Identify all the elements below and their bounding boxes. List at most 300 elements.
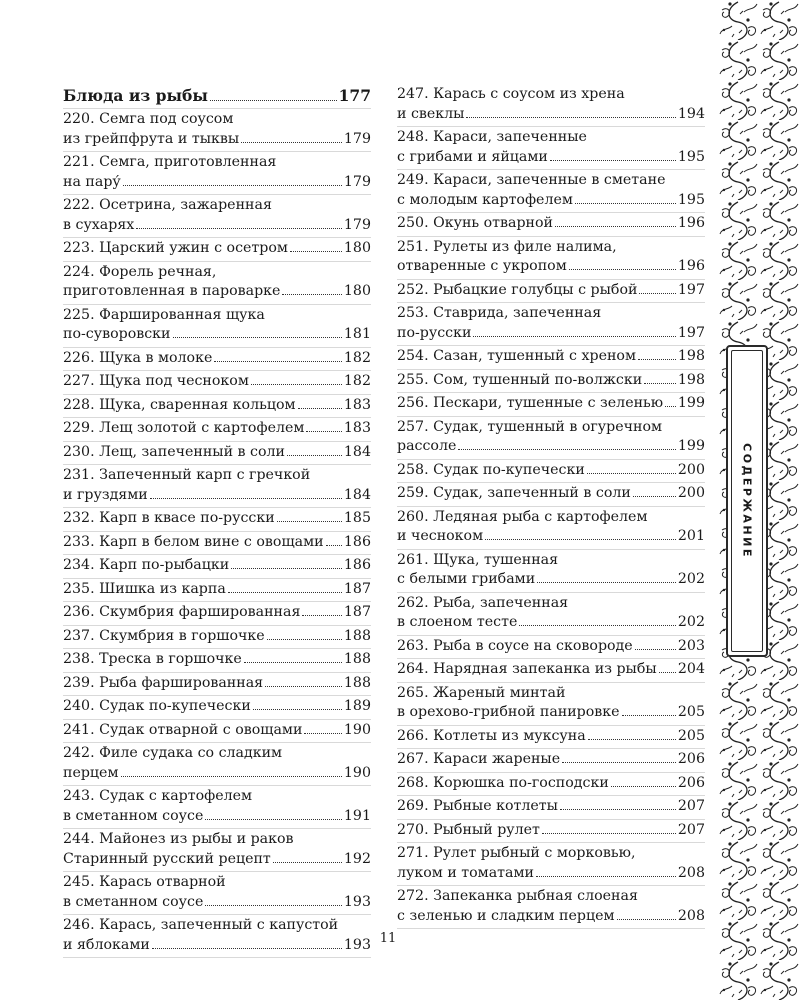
toc-entry xyxy=(397,659,705,683)
toc-page-ref: 190 xyxy=(343,764,371,781)
dot-leader xyxy=(611,786,676,787)
toc-entry-line xyxy=(63,153,371,173)
toc-page-ref: 190 xyxy=(343,721,371,738)
toc-entry-line xyxy=(397,864,705,884)
toc-entry-line xyxy=(397,750,705,770)
toc-entry-title: 240. Судак по-купечески xyxy=(63,698,251,714)
toc-entry-title: 242. Филе судака со сладким xyxy=(63,745,283,761)
dot-leader xyxy=(265,686,342,687)
toc-entry-title: 239. Рыба фаршированная xyxy=(63,674,264,691)
toc-entry-line xyxy=(63,697,371,717)
toc-entry-title: 259. Судак, запеченный в соли xyxy=(397,485,631,501)
toc-entry-line xyxy=(397,128,705,148)
toc-entry-title: рассоле xyxy=(397,438,457,454)
dot-leader xyxy=(473,336,675,337)
toc-entry xyxy=(63,508,371,532)
toc-right-column xyxy=(397,84,705,929)
toc-page-ref: 195 xyxy=(677,191,705,208)
toc-entry-line xyxy=(63,239,371,259)
toc-entry-line xyxy=(63,721,371,741)
toc-entry-line xyxy=(397,304,705,324)
dot-leader xyxy=(562,762,676,763)
toc-entry-title: 264. Нарядная запеканка из рыбы xyxy=(397,661,657,677)
toc-entry xyxy=(397,773,705,797)
toc-entry-title: на пару́ xyxy=(63,173,121,190)
toc-page-ref: 182 xyxy=(343,373,371,389)
toc-entry-title: 232. Карп в квасе по-русски xyxy=(63,510,275,526)
toc-entry-line xyxy=(63,216,371,236)
dot-leader xyxy=(210,100,337,101)
section-tab xyxy=(726,345,768,657)
toc-entry-line xyxy=(63,306,371,326)
toc-entry-line xyxy=(63,263,371,283)
toc-entry-line xyxy=(397,508,705,528)
dot-leader xyxy=(205,905,342,906)
toc-page-ref: 195 xyxy=(677,148,705,165)
toc-entry-line xyxy=(397,171,705,191)
toc-entry xyxy=(63,532,371,556)
toc-entry xyxy=(397,636,705,660)
toc-entry-line xyxy=(63,173,371,193)
toc-page-ref: 196 xyxy=(677,258,705,274)
dot-leader xyxy=(635,649,676,650)
toc-page-ref: 199 xyxy=(677,438,705,454)
toc-entry-line xyxy=(397,324,705,344)
dot-leader xyxy=(326,545,342,546)
toc-entry-title: 243. Судак с картофелем xyxy=(63,788,253,804)
toc-entry xyxy=(397,346,705,370)
toc-entry-title: и груздями xyxy=(63,486,148,503)
toc-entry-line xyxy=(397,191,705,211)
toc-entry-title: в сметанном соусе xyxy=(63,893,204,910)
toc-entry xyxy=(397,170,705,213)
toc-entry-title: 246. Карась, запеченный с капустой xyxy=(63,917,339,933)
toc-entry-line xyxy=(397,214,705,234)
toc-entry xyxy=(63,579,371,603)
toc-entry-line xyxy=(397,844,705,864)
toc-entry xyxy=(63,829,371,872)
toc-entry-title: 250. Окунь отварной xyxy=(397,215,554,231)
toc-entry-title: и чесноком xyxy=(397,528,484,544)
toc-page-ref: 179 xyxy=(343,216,371,233)
toc-page-ref: 193 xyxy=(343,893,371,910)
dot-leader xyxy=(587,473,676,474)
toc-entry xyxy=(397,370,705,394)
toc-entry-title: 234. Карп по-рыбацки xyxy=(63,557,230,573)
toc-entry-line xyxy=(397,461,705,481)
toc-page-ref: 192 xyxy=(343,850,371,867)
dot-leader xyxy=(214,361,342,362)
toc-entry xyxy=(63,673,371,697)
toc-entry-line xyxy=(63,830,371,850)
toc-entry-line xyxy=(63,533,371,553)
toc-entry-title: и свеклы xyxy=(397,105,465,122)
dot-leader xyxy=(485,539,676,540)
toc-entry-line xyxy=(63,110,371,130)
toc-entry-title: 244. Майонез из рыбы и раков xyxy=(63,831,294,847)
dot-leader xyxy=(231,568,342,569)
toc-entry-line xyxy=(397,437,705,457)
toc-entry-line xyxy=(63,509,371,529)
toc-page-ref: 200 xyxy=(677,461,705,478)
toc-entry-title: 229. Лещ золотой с картофелем xyxy=(63,420,305,436)
toc-page-ref: 180 xyxy=(343,240,371,256)
dot-leader xyxy=(633,496,676,497)
toc-entry-title: 225. Фаршированная щука xyxy=(63,306,265,323)
dot-leader xyxy=(152,948,342,949)
toc-entry xyxy=(63,465,371,508)
toc-entry-title: 233. Карп в белом вине с овощами xyxy=(63,533,324,550)
toc-page-ref: 186 xyxy=(343,533,371,550)
toc-entry-title: 260. Ледяная рыба с картофелем xyxy=(397,508,648,525)
toc-entry-title: в сухарях xyxy=(63,216,135,233)
toc-entry-title: из грейпфрута и тыквы xyxy=(63,130,240,147)
dot-leader xyxy=(304,733,341,734)
dot-leader xyxy=(290,251,342,252)
dot-leader xyxy=(639,293,675,294)
dot-leader xyxy=(298,408,342,409)
dot-leader xyxy=(466,117,675,118)
toc-entry-title: в слоеном тесте xyxy=(397,614,518,630)
toc-page-ref: 208 xyxy=(677,907,705,924)
toc-entry-title: с белыми грибами xyxy=(397,571,536,587)
toc-entry-title: 267. Караси жареные xyxy=(397,751,561,767)
toc-entry-title: приготовленная в пароварке xyxy=(63,283,281,299)
toc-entry-line xyxy=(63,196,371,216)
toc-entry xyxy=(397,507,705,550)
toc-section-heading xyxy=(63,84,371,109)
toc-entry xyxy=(397,127,705,170)
toc-page-ref: 202 xyxy=(677,614,705,630)
toc-entry-line xyxy=(397,85,705,105)
toc-entry xyxy=(397,820,705,844)
toc-entry-line xyxy=(63,396,371,416)
toc-entry-title: 228. Щука, сваренная кольцом xyxy=(63,396,296,413)
toc-entry-line xyxy=(63,893,371,913)
toc-page-ref: 191 xyxy=(343,807,371,824)
toc-entry-line xyxy=(397,281,705,301)
toc-entry-title: 257. Судак, тушенный в огуречном xyxy=(397,418,663,435)
toc-page-ref: 206 xyxy=(677,774,705,791)
toc-entry xyxy=(63,872,371,915)
toc-page-ref: 186 xyxy=(343,557,371,573)
toc-entry xyxy=(397,237,705,280)
toc-entry-line xyxy=(397,257,705,277)
toc-entry-line xyxy=(63,787,371,807)
toc-entry-title: 255. Сом, тушенный по-волжски xyxy=(397,371,643,388)
toc-entry-title: 268. Корюшка по-господски xyxy=(397,774,609,791)
toc-entry xyxy=(63,109,371,152)
toc-page-ref: 188 xyxy=(343,651,371,667)
toc-page-ref: 188 xyxy=(343,674,371,691)
toc-entry-title: 263. Рыба в соусе на сковороде xyxy=(397,637,633,654)
toc-page-ref: 177 xyxy=(338,86,371,105)
toc-entry-title: 222. Осетрина, зажаренная xyxy=(63,197,272,213)
toc-entry-title: 230. Лещ, запеченный в соли xyxy=(63,443,285,460)
dot-leader xyxy=(228,592,342,593)
toc-page-ref: 202 xyxy=(677,571,705,587)
toc-page-ref: 203 xyxy=(677,637,705,654)
page-number: 11 xyxy=(379,931,397,946)
toc-entry-title: 266. Котлеты из муксуна xyxy=(397,727,586,744)
dot-leader xyxy=(136,228,342,229)
toc-entry xyxy=(397,280,705,304)
dot-leader xyxy=(302,615,341,616)
dot-leader xyxy=(569,269,676,270)
toc-page-ref: 194 xyxy=(677,105,705,122)
toc-entry-title: 271. Рулет рыбный с морковью, xyxy=(397,845,636,861)
toc-entry-line xyxy=(63,130,371,150)
toc-entry-line xyxy=(397,660,705,680)
toc-entry-title: 221. Семга, приготовленная xyxy=(63,154,277,170)
dot-leader xyxy=(665,406,676,407)
toc-page-ref: 198 xyxy=(677,348,705,364)
toc-entry-title: 270. Рыбный рулет xyxy=(397,821,540,838)
toc-page-ref: 187 xyxy=(343,604,371,620)
toc-entry-title: 256. Пескари, тушенные с зеленью xyxy=(397,395,664,411)
toc-entry xyxy=(63,743,371,786)
toc-entry-title: 223. Царский ужин с осетром xyxy=(63,240,288,256)
dot-leader xyxy=(306,431,341,432)
toc-entry-line xyxy=(397,887,705,907)
toc-entry-line xyxy=(397,613,705,633)
toc-entry-title: 249. Караси, запеченные в сметане xyxy=(397,172,666,188)
dot-leader xyxy=(560,809,676,810)
toc-page-ref: 200 xyxy=(677,485,705,501)
toc-entry-line xyxy=(397,637,705,657)
dot-leader xyxy=(659,672,676,673)
toc-page-ref: 207 xyxy=(677,798,705,814)
dot-leader xyxy=(287,455,342,456)
toc-entry xyxy=(397,726,705,750)
toc-entry xyxy=(397,213,705,237)
toc-page-ref: 206 xyxy=(677,751,705,767)
toc-entry xyxy=(63,442,371,466)
toc-entry xyxy=(397,843,705,886)
toc-entry-title: 269. Рыбные котлеты xyxy=(397,798,558,814)
toc-entry-line xyxy=(397,418,705,438)
toc-entry-line xyxy=(397,105,705,125)
dot-leader xyxy=(253,709,342,710)
toc-page-ref: 179 xyxy=(343,130,371,147)
toc-entry-title: с зеленью и сладким перцем xyxy=(397,907,615,924)
toc-entry-title: 241. Судак отварной с овощами xyxy=(63,721,303,738)
toc-entry-line xyxy=(63,556,371,576)
toc-entry xyxy=(63,626,371,650)
toc-entry-title: луком и томатами xyxy=(397,864,534,881)
toc-entry-line xyxy=(63,486,371,506)
toc-page-ref: 189 xyxy=(343,698,371,714)
toc-page-ref: 201 xyxy=(677,528,705,544)
toc-page-ref: 184 xyxy=(343,486,371,503)
dot-leader xyxy=(244,662,342,663)
toc-entry xyxy=(397,550,705,593)
toc-entry xyxy=(63,238,371,262)
dot-leader xyxy=(542,833,676,834)
dot-leader xyxy=(123,185,342,186)
toc-entry xyxy=(63,602,371,626)
toc-entry xyxy=(63,395,371,419)
toc-page-ref: 196 xyxy=(677,215,705,231)
toc-entry xyxy=(397,593,705,636)
toc-entry-line xyxy=(63,282,371,302)
toc-entry-title: 236. Скумбрия фаршированная xyxy=(63,604,301,620)
dot-leader xyxy=(251,384,342,385)
dot-leader xyxy=(536,876,676,877)
toc-page-ref: 205 xyxy=(677,727,705,744)
toc-entry xyxy=(397,886,705,929)
dot-leader xyxy=(644,383,676,384)
toc-entry-line xyxy=(397,551,705,571)
toc-entry xyxy=(397,683,705,726)
toc-page-ref: 197 xyxy=(677,281,705,298)
toc-entry-line xyxy=(63,627,371,647)
toc-entry-title: 261. Щука, тушенная xyxy=(397,551,559,568)
dot-leader xyxy=(273,862,342,863)
toc-entry xyxy=(397,483,705,507)
dot-leader xyxy=(638,359,676,360)
toc-entry-title: Старинный русский рецепт xyxy=(63,850,271,867)
dot-leader xyxy=(205,819,342,820)
toc-entry-line xyxy=(397,684,705,704)
toc-entry-title: 254. Сазан, тушенный с хреном xyxy=(397,348,637,364)
toc-entry-line xyxy=(397,484,705,504)
toc-entry-title: и яблоками xyxy=(63,936,150,953)
toc-entry xyxy=(397,84,705,127)
toc-entry-line xyxy=(63,443,371,463)
toc-entry-line xyxy=(63,674,371,694)
toc-entry-title: 248. Караси, запеченные xyxy=(397,129,587,145)
dot-leader xyxy=(241,142,342,143)
toc-entry-line xyxy=(397,703,705,723)
toc-entry-title: 253. Ставрида, запеченная xyxy=(397,305,602,321)
toc-entry-title: в орехово-грибной панировке xyxy=(397,704,620,720)
toc-entry-title: отваренные с укропом xyxy=(397,258,567,274)
dot-leader xyxy=(173,337,342,338)
toc-entry-title: 247. Карась с соусом из хрена xyxy=(397,86,625,102)
dot-leader xyxy=(282,294,341,295)
toc-entry xyxy=(63,262,371,305)
toc-entry-title: 227. Щука под чесноком xyxy=(63,373,249,389)
toc-entry-title: 245. Карась отварной xyxy=(63,874,226,890)
dot-leader xyxy=(267,639,342,640)
toc-entry xyxy=(63,195,371,238)
toc-entry-line xyxy=(63,349,371,369)
toc-entry-line xyxy=(397,907,705,927)
toc-entry-title: перцем xyxy=(63,764,119,781)
dot-leader xyxy=(537,582,676,583)
toc-entry-title: 262. Рыба, запеченная xyxy=(397,594,569,611)
toc-entry-line xyxy=(397,371,705,391)
toc-entry-title: 272. Запеканка рыбная слоеная xyxy=(397,888,638,904)
toc-entry-title: в сметанном соусе xyxy=(63,807,204,824)
toc-entry-title: 231. Запеченный карп с гречкой xyxy=(63,467,311,483)
toc-entry-title: 237. Скумбрия в горшочке xyxy=(63,627,265,644)
toc-entry-line xyxy=(397,727,705,747)
toc-entry xyxy=(63,418,371,442)
toc-entry xyxy=(63,305,371,348)
toc-entry-line xyxy=(397,594,705,614)
toc-entry-line xyxy=(397,774,705,794)
toc-page-ref: 207 xyxy=(677,821,705,838)
toc-entry-line xyxy=(63,466,371,486)
toc-page-ref: 188 xyxy=(343,627,371,644)
toc-entry-line xyxy=(63,372,371,392)
toc-entry-line xyxy=(397,238,705,258)
toc-page-ref: 204 xyxy=(677,661,705,677)
toc-entry xyxy=(397,393,705,417)
toc-page-ref: 184 xyxy=(343,443,371,460)
toc-entry xyxy=(63,371,371,395)
toc-entry xyxy=(63,348,371,372)
toc-page-ref: 182 xyxy=(343,349,371,366)
dot-leader xyxy=(121,776,342,777)
dot-leader xyxy=(277,521,342,522)
toc-entry xyxy=(63,152,371,195)
dot-leader xyxy=(622,715,676,716)
toc-entry xyxy=(63,555,371,579)
dot-leader xyxy=(588,739,676,740)
toc-entry-title: 226. Щука в молоке xyxy=(63,349,213,366)
dot-leader xyxy=(458,449,676,450)
toc-entry xyxy=(63,720,371,744)
toc-entry xyxy=(397,460,705,484)
toc-page-ref: 179 xyxy=(343,173,371,190)
toc-entry-line xyxy=(63,325,371,345)
toc-left-column xyxy=(63,84,371,958)
toc-entry-title: по-суворовски xyxy=(63,326,171,342)
toc-entry xyxy=(397,303,705,346)
toc-entry-title: 238. Треска в горшочке xyxy=(63,651,242,667)
toc-page-ref: 183 xyxy=(343,396,371,413)
toc-entry xyxy=(63,649,371,673)
toc-entry-line xyxy=(63,744,371,764)
toc-entry-line xyxy=(397,797,705,817)
toc-entry xyxy=(397,749,705,773)
toc-entry xyxy=(397,796,705,820)
section-tab-label: СОДЕРЖАНИЕ xyxy=(740,443,754,559)
toc-page-ref: 193 xyxy=(343,936,371,953)
toc-entry-title: 265. Жареный минтай xyxy=(397,684,566,701)
dot-leader xyxy=(617,919,676,920)
toc-entry xyxy=(63,696,371,720)
toc-entry xyxy=(397,417,705,460)
toc-entry-title: 258. Судак по-купечески xyxy=(397,461,585,478)
toc-page-ref: 180 xyxy=(343,283,371,299)
dot-leader xyxy=(550,160,676,161)
toc-entry-title: с грибами и яйцами xyxy=(397,148,548,165)
toc-entry-line xyxy=(63,580,371,600)
toc-entry-line xyxy=(63,873,371,893)
toc-page-ref: 181 xyxy=(343,326,371,342)
toc-page-ref: 187 xyxy=(343,580,371,597)
toc-page-ref: 205 xyxy=(677,704,705,720)
toc-entry-title: по-русски xyxy=(397,324,472,341)
toc-entry-line xyxy=(63,650,371,670)
toc-entry-line xyxy=(63,764,371,784)
toc-page-ref: 197 xyxy=(677,324,705,341)
toc-page-ref: 185 xyxy=(343,510,371,526)
toc-entry-title: 251. Рулеты из филе налима, xyxy=(397,238,617,255)
toc-page-ref: 183 xyxy=(343,420,371,436)
toc-entry-line xyxy=(63,85,371,107)
toc-entry-title: Блюда из рыбы xyxy=(63,86,208,105)
toc-entry-title: с молодым картофелем xyxy=(397,191,573,208)
toc-page-ref: 208 xyxy=(677,864,705,881)
toc-entry-line xyxy=(397,394,705,414)
dot-leader xyxy=(150,498,342,499)
toc-entry-title: 220. Семга под соусом xyxy=(63,111,234,127)
